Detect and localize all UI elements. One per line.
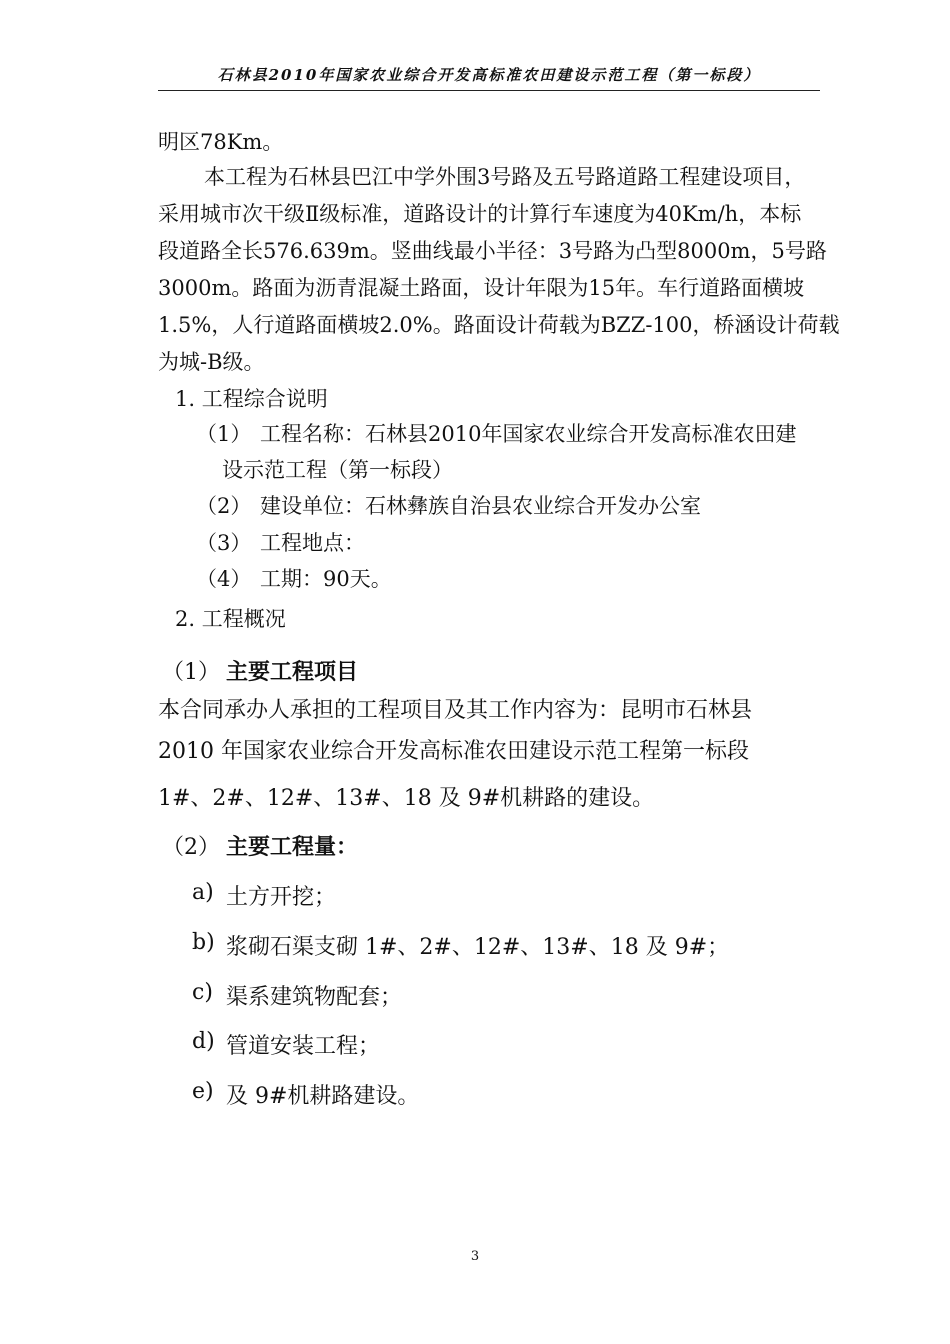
subsection-number: （1） [162,660,220,685]
body-line: 本合同承办人承担的工程项目及其工作内容为：昆明市石林县 [158,698,753,723]
list-item: 土方开挖； [226,885,337,910]
page-number: 3 [470,1249,480,1264]
text-line: 为城-B级。 [158,350,265,374]
list-item: 渠系建筑物配套； [226,985,403,1010]
item-text: 工程名称：石林县2010年国家农业综合开发高标准农田建 [260,422,797,446]
list-label: b) [192,930,215,955]
item-number: （1） [196,422,252,446]
text-line: 本工程为石林县巴江中学外围3号路及五号路道路工程建设项目， [204,165,806,189]
item-text: 工程地点： [260,531,365,555]
item-number: （4） [196,567,252,591]
subsection-title: 主要工程项目 [226,659,359,685]
list-item: 管道安装工程； [226,1034,381,1059]
item-number: （3） [196,531,252,555]
subsection-title: 主要工程量： [226,834,359,860]
item-text-continued: 设示范工程（第一标段） [222,458,453,482]
list-label: a) [192,880,214,905]
text-line: 明区78Km。 [158,130,284,154]
body-line: 2010 年国家农业综合开发高标准农田建设示范工程第一标段 [158,739,749,764]
list-label: c) [192,980,213,1005]
text-line: 1.5%，人行道路面横坡2.0%。路面设计荷载为BZZ-100，桥涵设计荷载 [158,313,840,337]
section-heading: 1. 工程综合说明 [175,387,328,411]
subsection-number: （2） [162,835,220,860]
list-item: 及 9#机耕路建设。 [226,1084,420,1109]
list-label: d) [192,1029,215,1054]
section-heading: 2. 工程概况 [175,607,286,631]
item-number: （2） [196,494,252,518]
item-text: 工期：90天。 [260,567,392,591]
list-label: e) [192,1079,214,1104]
header-divider [158,90,820,91]
body-line: 1#、2#、12#、13#、18 及 9#机耕路的建设。 [158,786,655,811]
text-line: 3000m。路面为沥青混凝土路面，设计年限为15年。车行道路面横坡 [158,276,805,300]
page-header: 石林县2010年国家农业综合开发高标准农田建设示范工程（第一标段） [217,66,761,84]
list-item: 浆砌石渠支砌 1#、2#、12#、13#、18 及 9#； [226,935,730,960]
item-text: 建设单位：石林彝族自治县农业综合开发办公室 [260,494,701,518]
text-line: 采用城市次干级Ⅱ级标准，道路设计的计算行车速度为40Km/h，本标 [158,202,802,226]
text-line: 段道路全长576.639m。竖曲线最小半径：3号路为凸型8000m，5号路 [158,239,827,263]
